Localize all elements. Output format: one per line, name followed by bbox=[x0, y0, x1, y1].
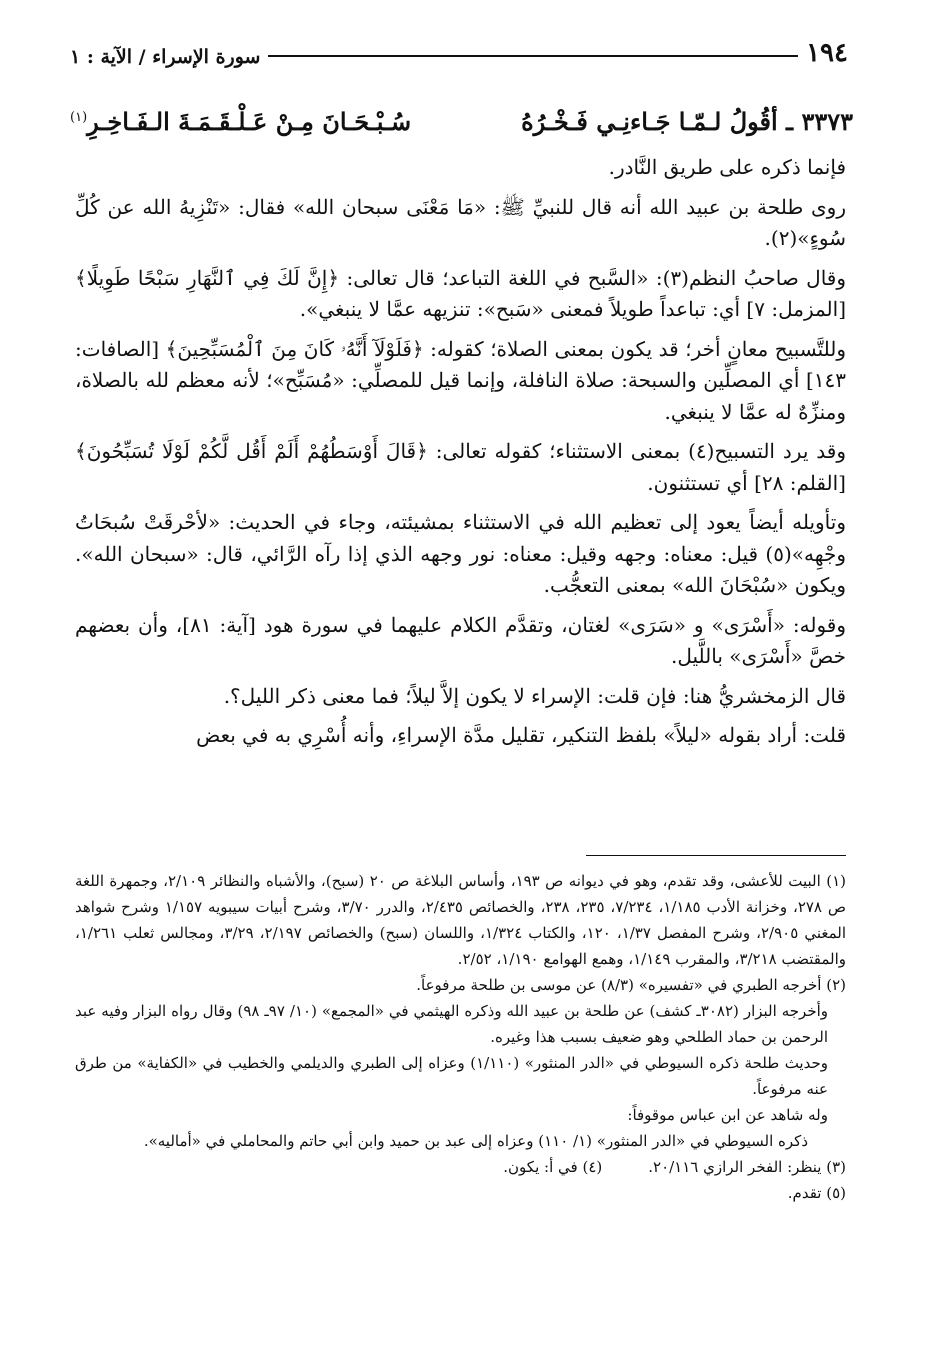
footnote-separator bbox=[586, 855, 846, 856]
paragraph: وقال صاحبُ النظم(٣): «السَّبح في اللغة التباعد؛ قال تعالى: ﴿إِنَّ لَكَ فِي ٱلنَّهَارِ سَبْحًا طَوِيلًا﴾ [المزمل: ٧] أي: تباعداً طويلاً فمعنى «سَبح»: تنزيهه عمَّا لا ينبغي». bbox=[75, 265, 847, 321]
footnote-5: (٥) تقدم. bbox=[787, 1184, 846, 1202]
footnote-2-continuation: ذكره السيوطي في «الدر المنثور» (١/ ١١٠) وعزاه إلى عبد بن حميد وابن أبي حاتم والمحاملي في «أماليه». bbox=[143, 1132, 808, 1150]
paragraph: وللتَّسبيح معانٍ أخر؛ قد يكون بمعنى الصلاة؛ كقوله: ﴿فَلَوْلَآ أَنَّهُۥ كَانَ مِنَ ٱلْمُسَبِّحِينَ﴾ [الصافات: ١٤٣] أي المصلِّين والسبحة: صلاة النافلة، وإنما قيل للمصلِّي: «مُسَبِّح»؛ لأنه معظم لله بالصلاة، ومنزِّهٌ له عمَّا لا ينبغي. bbox=[75, 336, 846, 424]
paragraph: قلت: أراد بقوله «ليلاً» بلفظ التنكير، تقليل مدَّة الإسراءِ، وأنه أُسْرِي به في بعض bbox=[196, 723, 846, 747]
paragraph: قال الزمخشريُّ هنا: فإن قلت: الإسراء لا يكون إلاَّ ليلاً؛ فما معنى ذكر الليل؟. bbox=[223, 683, 846, 708]
footnote-ref: (١) bbox=[70, 109, 88, 125]
paragraph: وتأويله أيضاً يعود إلى تعظيم الله في الاستثناء بمشيئته، وجاء في الحديث: «لأحْرقَتْ سُبحَاتُ وجْهِه»(٥) قيل: معناه: وجهه وقيل: معناه: نور وجهه الذي إذا رآه الرَّائي، قال: «سبحان الله». ويكون «سُبْحَانَ الله» بمعنى التعجُّب. bbox=[75, 510, 846, 597]
footnotes bbox=[75, 868, 846, 1206]
page-number: ١٩٤ bbox=[806, 38, 848, 68]
footnote-2-continuation: وأخرجه البزار (٣٠٨٢ـ كشف) عن طلحة بن عبيد الله وذكره الهيثمي في «المجمع» (١٠/ ٩٧ـ ٩٨) وقال رواه البزار وفيه عبد الرحمن بن حماد الطلحي وهو ضعيف بسبب هذا وغيره. bbox=[75, 1002, 829, 1046]
header-rule bbox=[268, 55, 798, 57]
footnotes-row bbox=[75, 1154, 846, 1180]
verse-first-half: ٣٣٧٣ ـ أقُولُ لـمّـا جَـاءنِـي فَـخْـرُهُ bbox=[521, 106, 853, 136]
main-text bbox=[75, 152, 846, 760]
footnote-2-continuation: وله شاهد عن ابن عباس موقوفاً: bbox=[627, 1106, 828, 1124]
verse-second-half: سُـبْـحَـانَ مِـنْ عَـلْـقَـمَـةَ الـفَـاخِـرِ$^{(١)}$ bbox=[70, 106, 412, 136]
poetry-verse bbox=[70, 98, 853, 144]
footnote-2: (٢) أخرجه الطبري في «تفسيره» (٨/٣) عن موسى بن طلحة مرفوعاً. bbox=[416, 976, 846, 994]
footnote-1: (١) البيت للأعشى، وقد تقدم، وهو في ديوانه ص ١٩٣، وأساس البلاغة ص ٢٠ (سبح)، والأشباه والنظائر ٢/١٠٩، وجمهرة اللغة ص ٢٧٨، وخزانة الأدب ١/١٨٥، ٧/٢٣٤، ٢٣٥، ٢٣٨، والخصائص ٢/٤٣٥، والدرر ٣/٧٠، وشرح أبيات سيبويه ١/١٥٧ وشرح شواهد المغني ٢/٩٠٥، وشرح المفصل ١/٣٧، ١٢٠، والكتاب ١/٣٢٤، واللسان (سبح) والخصائص ٢/١٩٧، ٣/٢٩، ومجالس ثعلب ١/٢٦١، والمقتضب ٣/٢١٨، والمقرب ١/١٤٩، وهمع الهوامع ١/١٩٠، ٢/٥٢. bbox=[75, 872, 847, 968]
paragraph: وقوله: «أَسْرَى» و «سَرَى» لغتان، وتقدَّم الكلام عليهما في سورة هود [آية: ٨١]، وأن بعضهم خصَّ «أَسْرَى» باللَّيل. bbox=[75, 612, 846, 668]
footnote-4: (٤) في أ: يكون. bbox=[503, 1158, 603, 1176]
footnote-2-continuation: وحديث طلحة ذكره السيوطي في «الدر المنثور» (١/١١٠) وعزاه إلى الطبري والديلمي والخطيب في «الكفاية» من طرق عنه مرفوعاً. bbox=[75, 1054, 829, 1098]
paragraph: وقد يرد التسبيح(٤) بمعنى الاستثناء؛ كقوله تعالى: ﴿قَالَ أَوْسَطُهُمْ أَلَمْ أَقُل لَّكُمْ لَوْلَا تُسَبِّحُونَ﴾ [القلم: ٢٨] أي تستثنون. bbox=[75, 439, 847, 495]
footnote-3: (٣) ينظر: الفخر الرازي ٢٠/١١٦. bbox=[648, 1158, 846, 1176]
header-rule-area bbox=[268, 28, 798, 68]
paragraph: روى طلحة بن عبيد الله أنه قال للنبيِّ ﷺ: «مَا مَعْنَى سبحان الله» فقال: «تَنْزِيهُ الله عن كُلِّ سُوءٍ»(٢). bbox=[75, 194, 846, 250]
paragraph: فإنما ذكره على طريق النَّادر. bbox=[608, 155, 846, 179]
page-header bbox=[70, 28, 848, 68]
running-title: سورة الإسراء / الآية : ١ bbox=[70, 46, 261, 68]
